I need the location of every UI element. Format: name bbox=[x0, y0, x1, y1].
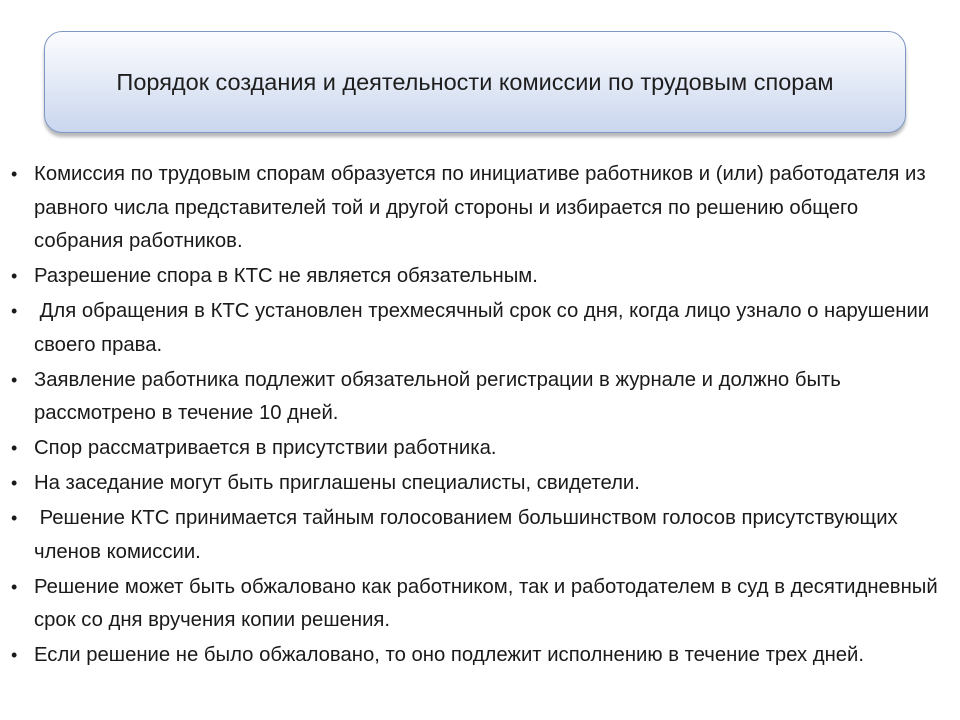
bullet-text: Если решение не было обжаловано, то оно подлежит исполнению в течение трех дней. bbox=[34, 644, 865, 666]
bullet-dot-icon: • bbox=[11, 438, 18, 458]
bullet-dot-icon: • bbox=[11, 473, 18, 493]
bullet-item bbox=[8, 364, 948, 431]
bullet-dot-icon: • bbox=[11, 645, 18, 665]
bullet-dot-icon: • bbox=[11, 301, 18, 321]
bullet-text: Разрешение спора в КТС не является обязательным. bbox=[34, 265, 538, 287]
bullet-text: Решение может быть обжаловано как работником, так и работодателем в суд в десятидневный срок со дня вручения копии решения. bbox=[34, 575, 938, 631]
bullet-item bbox=[8, 467, 948, 501]
bullet-text: Комиссия по трудовым спорам образуется по инициативе работников и (или) работодателя из равного числа представителей той и другой стороны и избирается по решению общего собрания работников. bbox=[34, 163, 926, 252]
slide-title: Порядок создания и деятельности комиссии по трудовым спорам bbox=[116, 69, 834, 95]
bullet-item bbox=[8, 295, 948, 362]
bullet-dot-icon: • bbox=[11, 369, 18, 390]
bullet-text: На заседание могут быть приглашены специалисты, свидетели. bbox=[34, 472, 640, 494]
bullet-dot-icon: • bbox=[11, 576, 18, 597]
bullet-list bbox=[8, 158, 948, 674]
bullet-text: Решение КТС принимается тайным голосованием большинством голосов присутствующих членов комиссии. bbox=[34, 507, 904, 563]
bullet-dot-icon: • bbox=[11, 508, 18, 528]
bullet-item bbox=[8, 502, 948, 569]
bullet-text: Спор рассматривается в присутствии работника. bbox=[34, 437, 497, 459]
bullet-item bbox=[8, 260, 948, 294]
title-banner bbox=[44, 31, 906, 133]
bullet-item bbox=[8, 158, 948, 259]
bullet-item bbox=[8, 432, 948, 466]
bullet-dot-icon: • bbox=[11, 164, 18, 184]
bullet-item bbox=[8, 639, 948, 673]
bullet-text: Заявление работника подлежит обязательной регистрации в журнале и должно быть рассмотрено в течение 10 дней. bbox=[34, 368, 841, 424]
bullet-item bbox=[8, 571, 948, 638]
bullet-dot-icon: • bbox=[11, 266, 18, 286]
bullet-text: Для обращения в КТС установлен трехмесячный срок со дня, когда лицо узнало о нарушении своего права. bbox=[34, 300, 935, 356]
